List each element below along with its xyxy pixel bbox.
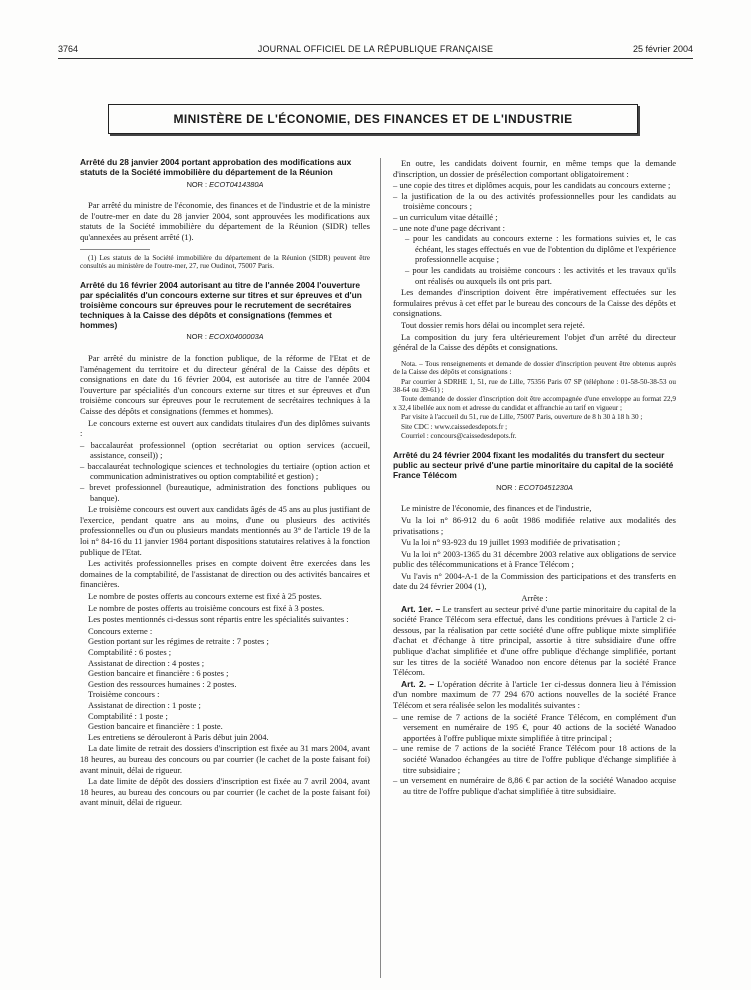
- left-column: [80, 158, 370, 809]
- list-item: Assistanat de direction : 4 postes ;: [88, 657, 205, 668]
- external-head: Concours externe :: [88, 625, 153, 636]
- sub-list-item: – pour les candidats au troisième concours : les activités et les travaux qu'ils ont réalisés ou auxquels ils ont pris part.: [405, 264, 676, 286]
- paragraph: Le troisième concours est ouvert aux candidats âgés de 45 ans au plus justifiant de l'exercice, pendant quatre ans au moins, d'une ou plusieurs des activités professionnelles ou d'un ou plusieurs mandats mentionnés au 3° de l'article 19 de la loi n° 84-16 du 11 janvier 1984 portant dispositions statutaires relatives à la fonction publique de l'Etat.: [80, 504, 370, 557]
- paragraph: Vu la loi n° 86-912 du 6 août 1986 modifiée relative aux modalités des privatisations ;: [393, 514, 676, 536]
- decree-1-footnote: (1) Les statuts de la Société immobilière du département de la Réunion (SIDR) peuvent être consultés au ministère de l'outre-mer, 27, rue Oudinot, 75007 Paris.: [80, 253, 370, 270]
- page-header: [58, 44, 693, 58]
- paragraph: La composition du jury fera ultérieurement l'objet d'un arrêté du directeur général de la Caisse des dépôts et consignations.: [393, 331, 676, 353]
- paragraph: Vu la loi n° 93-923 du 19 juillet 1993 modifiée de privatisation ;: [401, 537, 621, 548]
- list-item: Comptabilité : 6 postes ;: [88, 646, 172, 657]
- paragraph: Le concours externe est ouvert aux candidats titulaires d'un des diplômes suivants :: [80, 417, 370, 439]
- list-item: Gestion des ressources humaines : 2 postes.: [88, 678, 237, 689]
- transfer-terms-list: [393, 712, 676, 797]
- list-item: – une remise de 7 actions de la société France Télécom, en complément d'un versement en numéraire de 195 €, pour 40 actions de la société Wanadoo apportées à l'offre publique mixte simplifiée à titre principal ;: [393, 711, 676, 743]
- issue-date: 25 février 2004: [632, 44, 693, 54]
- paragraph: La date limite de retrait des dossiers d'inscription est fixée au 31 mars 2004, avant 18 heures, au bureau des concours ou par courrier (le cachet de la poste faisant foi) avant minuit, délai de rigueur.: [80, 743, 370, 775]
- decree-3-nor: NOR : ECOT0451230A: [496, 482, 573, 492]
- list-item: – baccalauréat professionnel (option secrétariat ou option services (accueil, assistance, conseil)) ;: [80, 439, 370, 461]
- list-item: Comptabilité : 1 poste ;: [88, 710, 168, 721]
- dossier-list: [393, 180, 676, 286]
- nota: Site CDC : www.caissedesdepots.fr ;: [401, 422, 508, 431]
- list-item: – un versement en numéraire de 8,86 € par action de la société Wanadoo acquise au titre de l'offre publique d'achat simplifiée à titre subsidiaire.: [393, 775, 676, 796]
- paragraph: Les entretiens se dérouleront à Paris début juin 2004.: [88, 731, 269, 742]
- paragraph: Vu l'avis n° 2004-A-1 de la Commission des participations et des transferts en date du 24 février 2004 (1),: [393, 570, 676, 592]
- footnote-rule: [80, 249, 150, 250]
- paragraph: Les demandes d'inscription doivent être impérativement effectuées sur les formulaires prévus à cet effet par le bureau des concours de la Caisse des dépôts et consignations.: [393, 287, 676, 319]
- list-item: Assistanat de direction : 1 poste ;: [88, 699, 201, 710]
- paragraph: Vu la loi n° 2003-1365 du 31 décembre 2003 relative aux obligations de service public des télécommunications et à France Télécom ;: [393, 548, 676, 570]
- paragraph: Par arrêté du ministre de la fonction publique, de la réforme de l'Etat et de l'aménagement du territoire et du directeur général de la Caisse des dépôts et consignations en date du 16 février 2004, est autorisée au titre de l'année 2004 l'ouverture par spécialités d'un concours externe sur titres et sur épreuves et d'un troisième concours sur épreuves pour le recrutement de secrétaires techniques à la Caisse des dépôts et consignations (femmes et hommes).: [80, 352, 370, 416]
- paragraph: Le nombre de postes offerts au troisième concours est fixé à 3 postes.: [88, 602, 325, 613]
- decree-3-title: Arrêté du 24 février 2004 fixant les modalités du transfert du secteur public au secteur privé d'une partie minoritaire du capital de la société France Télécom: [393, 450, 674, 480]
- nota: Par courrier à SDRHE 1, 51, rue de Lille, 75356 Paris 07 SP (téléphone : 01-58-50-38-53 ou 38-64 ou 39-61) ;: [393, 377, 676, 394]
- list-item: – une note d'une page décrivant :: [393, 222, 505, 233]
- list-item: – une remise de 7 actions de la société France Télécom pour 18 actions de la société Wanadoo échangées au titre de l'offre publique d'échange simplifiée à titre subsidiaire ;: [393, 743, 676, 775]
- decree-1-nor: NOR : ECOT0414380A: [186, 179, 264, 189]
- list-item: – brevet professionnel (bureautique, administration des fonctions publiques ou banque).: [80, 482, 370, 503]
- paragraph: Le nombre de postes offerts au concours externe est fixé à 25 postes.: [88, 591, 322, 602]
- ministry-title: MINISTÈRE DE L'ÉCONOMIE, DES FINANCES ET DE L'INDUSTRIE: [173, 112, 573, 126]
- nota: Toute demande de dossier d'inscription doit être accompagnée d'une enveloppe au format 22,9 x 32,4 libellée aux nom et adresse du candidat et affranchie au tarif en vigueur ;: [393, 395, 676, 412]
- nota: Courriel : concours@caissedesdepots.fr.: [401, 431, 517, 440]
- list-item: – baccalauréat technologique sciences et technologies du tertiaire (option action et communication administratives ou option comptabilité et gestion) ;: [80, 460, 370, 482]
- diploma-list: [80, 440, 370, 504]
- decree-1-title: Arrêté du 28 janvier 2004 portant approbation des modifications aux statuts de la Société immobilière du département de la Réunion: [80, 157, 352, 177]
- right-column: [393, 158, 676, 797]
- paragraph: Les activités professionnelles prises en compte doivent être exercées dans les domaines de la comptabilité, de l'assistanat de direction ou des activités bancaires et financières.: [80, 558, 370, 590]
- journal-title: JOURNAL OFFICIEL DE LA RÉPUBLIQUE FRANÇAISE: [257, 44, 494, 54]
- article-1: Art. 1er. – Le transfert au secteur privé d'une partie minoritaire du capital de la société France Télécom sera effectué, dans les conditions prévues à l'article 2 ci-dessous, par la réalisation par cette société d'une offre publique mixte simplifiée d'achat et d'échange à titre principal, assortie à titre subsidiaire d'une offre publique d'achat simplifiée et d'une offre publique d'échange simplifiée, portant sur les titres de la société Wanadoo non encore détenus par la société France Télécom.: [393, 603, 676, 678]
- header-rule: [58, 58, 693, 59]
- arrete-heading: Arrête :: [521, 593, 548, 604]
- nota: Nota. – Tous renseignements et demande de dossier d'inscription peuvent être obtenus auprès de la Caisse des dépôts et consignations :: [393, 359, 676, 377]
- decree-2-nor: NOR : ECOX0400003A: [186, 332, 264, 342]
- list-item: Gestion portant sur les régimes de retraite : 7 postes ;: [88, 636, 269, 647]
- paragraph: Le ministre de l'économie, des finances et de l'industrie,: [401, 503, 592, 514]
- list-item: Gestion bancaire et financière : 1 poste.: [88, 721, 223, 732]
- decree-2-title: Arrêté du 16 février 2004 autorisant au titre de l'année 2004 l'ouverture par spécialités d'un concours externe sur titres et sur épreuves et d'un troisième concours sur épreuves pour le recrutement de secrétaires techniques à la Caisse des dépôts et consignations (femmes et hommes): [80, 280, 362, 330]
- ministry-box: [108, 104, 638, 134]
- third-head: Troisième concours :: [88, 689, 160, 700]
- paragraph: La date limite de dépôt des dossiers d'inscription est fixée au 7 avril 2004, avant 18 heures, au bureau des concours ou par courrier (le cachet de la poste faisant foi) avant minuit, délai de rigueur.: [80, 776, 370, 808]
- list-item: – une copie des titres et diplômes acquis, pour les candidats au concours externe ;: [393, 180, 671, 191]
- paragraph: Les postes mentionnés ci-dessus sont répartis entre les spécialités suivantes :: [88, 614, 349, 625]
- list-item: – un curriculum vitae détaillé ;: [393, 211, 498, 222]
- page-number: 3764: [58, 44, 79, 54]
- decree-1-text: Par arrêté du ministre de l'économie, des finances et de l'industrie et de la ministre de l'outre-mer en date du 28 janvier 2004, sont approuvées les modifications aux statuts de la Société immobilière du département de la Réunion (SIDR) telles qu'annexées au présent arrêté (1).: [80, 200, 370, 242]
- sub-list-item: – pour les candidats au concours externe : les formations suivies et, le cas échéant, les stages effectués en vue de l'obtention du diplôme et l'expérience professionnelle acquise ;: [405, 233, 676, 265]
- list-item: – la justification de la ou des activités professionnelles pour les candidats au troisième concours ;: [393, 190, 676, 212]
- paragraph: Tout dossier remis hors délai ou incomplet sera rejeté.: [401, 319, 585, 330]
- nota: Par visite à l'accueil du 51, rue de Lille, 75007 Paris, ouverture de 8 h 30 à 18 h 30 ;: [401, 413, 643, 422]
- list-item: Gestion bancaire et financière : 6 postes ;: [88, 668, 229, 679]
- paragraph: En outre, les candidats doivent fournir, en même temps que la demande d'inscription, un dossier de présélection comportant obligatoirement :: [393, 158, 676, 179]
- column-divider: [380, 158, 381, 978]
- article-2: Art. 2. – L'opération décrite à l'article 1er ci-dessus donnera lieu à l'émission d'un nombre maximum de 77 294 670 actions nouvelles de la société France Télécom et sera réalisée selon les modalités suivantes :: [393, 678, 676, 711]
